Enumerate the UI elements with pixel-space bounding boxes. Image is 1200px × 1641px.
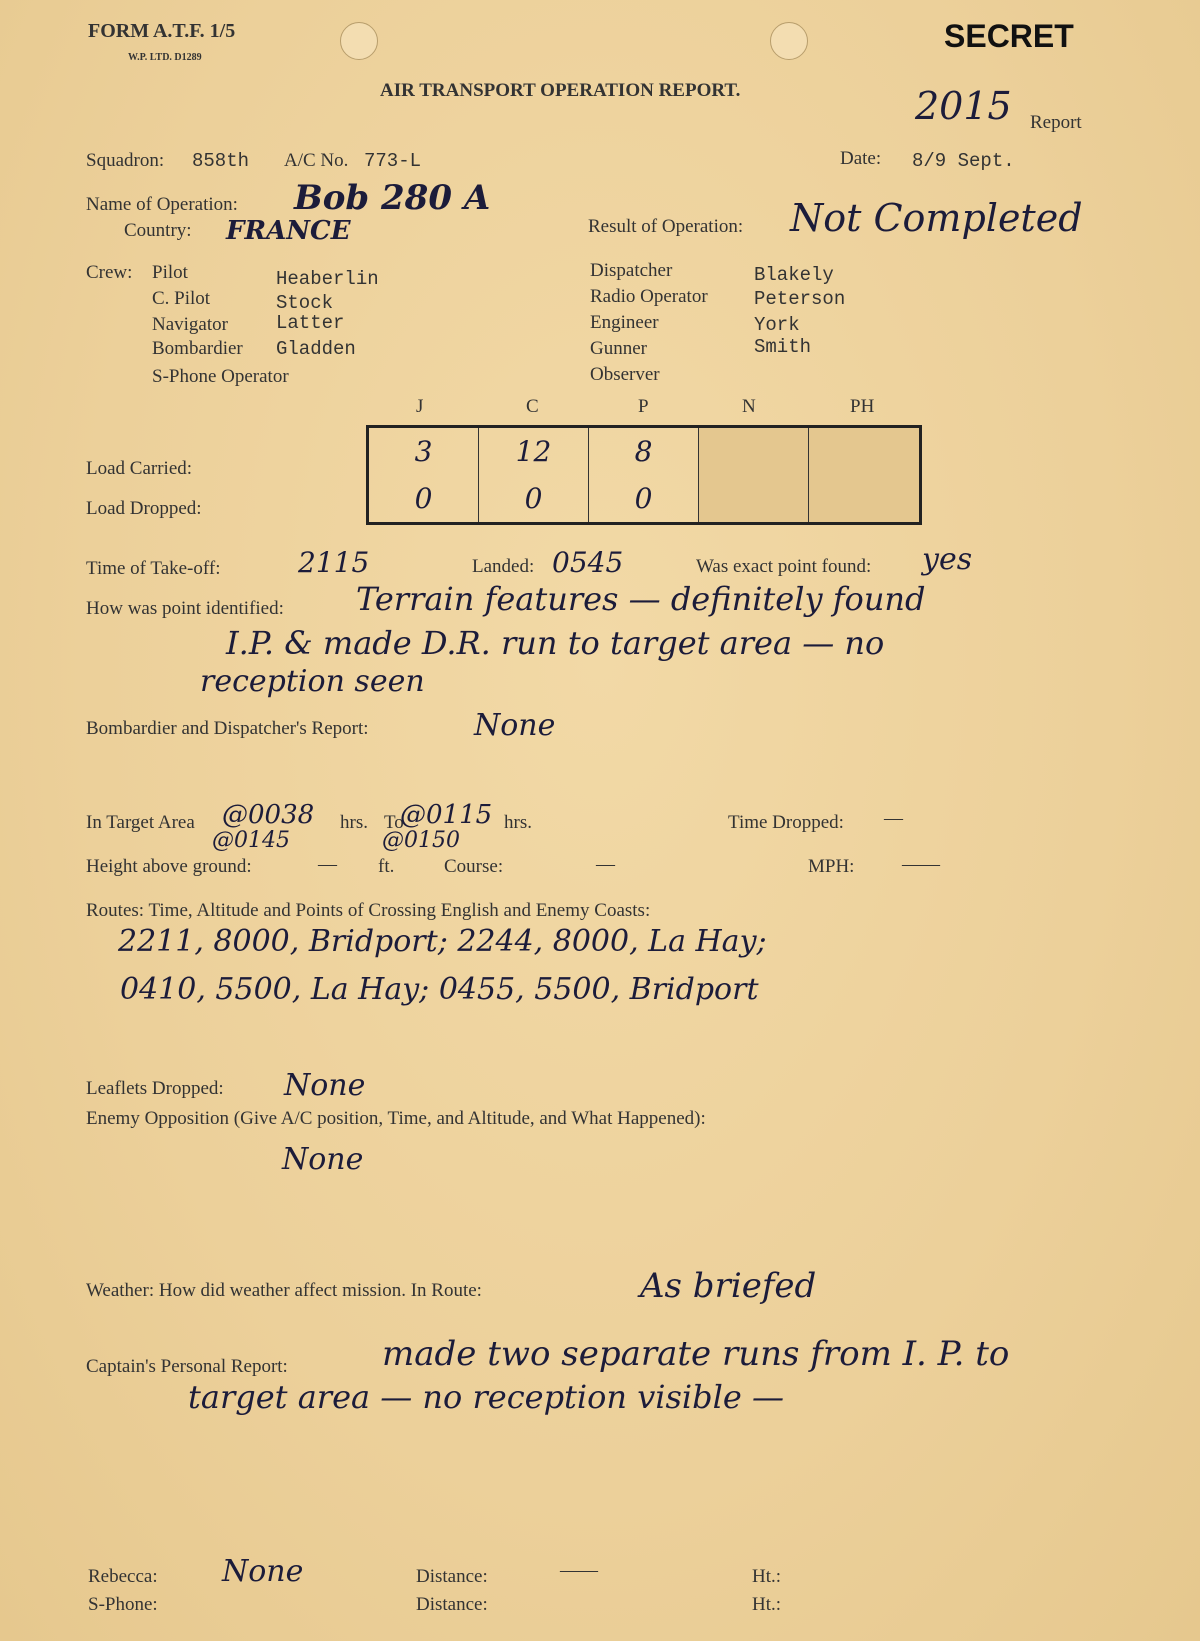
load-carried-label: Load Carried:: [86, 458, 193, 479]
carried-ph: [809, 428, 919, 475]
leaflets-label: Leaflets Dropped:: [86, 1078, 224, 1099]
routes-label: Routes: Time, Altitude and Points of Crossing English and Enemy Coasts:: [86, 900, 651, 921]
rebecca-label: Rebecca:: [88, 1566, 158, 1587]
crew-name-dispatcher: Blakely: [754, 264, 834, 286]
country-label: Country:: [124, 220, 192, 241]
takeoff-label: Time of Take-off:: [86, 558, 221, 579]
result-label: Result of Operation:: [588, 216, 744, 237]
report-label: Report: [1030, 112, 1082, 133]
sphone-label: S-Phone:: [88, 1594, 158, 1615]
crew-role-observer: Observer: [590, 364, 660, 385]
load-col-n: N: [742, 396, 756, 417]
identified-label: How was point identified:: [86, 598, 284, 619]
operation-label: Name of Operation:: [86, 194, 238, 215]
exact-point-label: Was exact point found:: [696, 556, 872, 577]
takeoff-value: 2115: [298, 546, 370, 579]
course-label: Course:: [444, 856, 504, 877]
load-table: [366, 425, 922, 525]
exact-point-value: yes: [922, 542, 973, 577]
squadron-value: 858th: [192, 150, 250, 172]
crew-role-sphone: S-Phone Operator: [152, 366, 289, 387]
crew-role-gunner: Gunner: [590, 338, 647, 359]
crew-role-radio: Radio Operator: [590, 286, 708, 307]
crew-role-engineer: Engineer: [590, 312, 659, 333]
routes-line2: 0410, 5500, La Hay; 0455, 5500, Bridport: [120, 972, 759, 1007]
crew-label: Crew:: [86, 262, 133, 283]
crew-name-bombardier: Gladden: [276, 338, 356, 360]
time-dropped-label: Time Dropped:: [728, 812, 844, 833]
routes-line1: 2211, 8000, Bridport; 2244, 8000, La Hay;: [118, 924, 767, 959]
enemy-value: None: [282, 1142, 364, 1177]
identified-line3: reception seen: [200, 664, 425, 699]
target-second-to: @0150: [382, 828, 460, 853]
mph-label: MPH:: [808, 856, 855, 877]
ac-label: A/C No.: [284, 150, 349, 171]
landed-value: 0545: [552, 546, 624, 579]
distance-value-1: ——: [560, 1560, 598, 1581]
height-value: —: [318, 854, 337, 875]
load-dropped-label: Load Dropped:: [86, 498, 202, 519]
classification-stamp: SECRET: [944, 18, 1074, 54]
distance-label-1: Distance:: [416, 1566, 488, 1587]
target-hrs-2: hrs.: [504, 812, 532, 833]
dropped-ph: [809, 475, 919, 522]
crew-name-pilot: Heaberlin: [276, 268, 379, 290]
ht-label-1: Ht.:: [752, 1566, 782, 1587]
height-label: Height above ground:: [86, 856, 252, 877]
rebecca-value: None: [222, 1554, 304, 1589]
enemy-label: Enemy Opposition (Give A/C position, Time, and Altitude, and What Happened):: [86, 1108, 706, 1129]
target-area-from: @0038: [222, 800, 315, 830]
load-col-ph: PH: [850, 396, 875, 417]
punch-hole-right: [770, 22, 808, 60]
distance-label-2: Distance:: [416, 1594, 488, 1615]
load-col-j: J: [416, 396, 424, 417]
mph-value: ——: [902, 854, 940, 875]
ft-label: ft.: [378, 856, 395, 877]
captain-report-line2: target area — no reception visible —: [188, 1378, 784, 1416]
country-value: FRANCE: [226, 216, 351, 246]
target-area-label: In Target Area: [86, 812, 195, 833]
load-col-c: C: [526, 396, 539, 417]
load-col-p: P: [638, 396, 649, 417]
crew-role-copilot: C. Pilot: [152, 288, 211, 309]
dropped-n: [699, 475, 809, 522]
identified-line1: Terrain features — definitely found: [356, 580, 926, 618]
course-value: —: [596, 854, 615, 875]
ac-value: 773-L: [364, 150, 422, 172]
carried-c: 12: [479, 428, 589, 475]
crew-role-dispatcher: Dispatcher: [590, 260, 673, 281]
result-value: Not Completed: [790, 196, 1083, 240]
date-value: 8/9 Sept.: [912, 150, 1015, 172]
captain-report-line1: made two separate runs from I. P. to: [382, 1334, 1010, 1374]
target-hrs-1: hrs.: [340, 812, 368, 833]
bombardier-report-value: None: [474, 708, 556, 743]
operation-value: Bob 280 A: [294, 178, 491, 218]
weather-label: Weather: How did weather affect mission. In Route:: [86, 1280, 482, 1301]
carried-p: 8: [589, 428, 699, 475]
crew-role-bombardier: Bombardier: [152, 338, 243, 359]
carried-n: [699, 428, 809, 475]
date-label: Date:: [840, 148, 882, 169]
dropped-j: 0: [369, 475, 479, 522]
crew-name-copilot: Stock: [276, 292, 334, 314]
crew-role-pilot: Pilot: [152, 262, 188, 283]
crew-role-navigator: Navigator: [152, 314, 228, 335]
weather-value: As briefed: [640, 1266, 817, 1306]
crew-name-engineer: York: [754, 314, 800, 336]
ht-label-2: Ht.:: [752, 1594, 782, 1615]
time-dropped-value: —: [884, 808, 903, 829]
squadron-label: Squadron:: [86, 150, 165, 171]
crew-name-radio: Peterson: [754, 288, 846, 310]
dropped-p: 0: [589, 475, 699, 522]
punch-hole-left: [340, 22, 378, 60]
identified-line2: I.P. & made D.R. run to target area — no: [226, 624, 885, 662]
captain-report-label: Captain's Personal Report:: [86, 1356, 288, 1377]
target-second-from: @0145: [212, 828, 290, 853]
form-id: FORM A.T.F. 1/5: [88, 20, 236, 42]
bombardier-report-label: Bombardier and Dispatcher's Report:: [86, 718, 369, 739]
landed-label: Landed:: [472, 556, 535, 577]
document-title: AIR TRANSPORT OPERATION REPORT.: [380, 80, 741, 101]
crew-name-navigator: Latter: [276, 312, 345, 334]
leaflets-value: None: [284, 1068, 366, 1103]
target-area-to: @0115: [400, 800, 493, 830]
printer-mark: W.P. LTD. D1289: [128, 52, 202, 63]
crew-name-gunner: Smith: [754, 336, 812, 358]
report-number: 2015: [915, 84, 1012, 128]
target-to-label: To: [384, 812, 404, 833]
dropped-c: 0: [479, 475, 589, 522]
carried-j: 3: [369, 428, 479, 475]
